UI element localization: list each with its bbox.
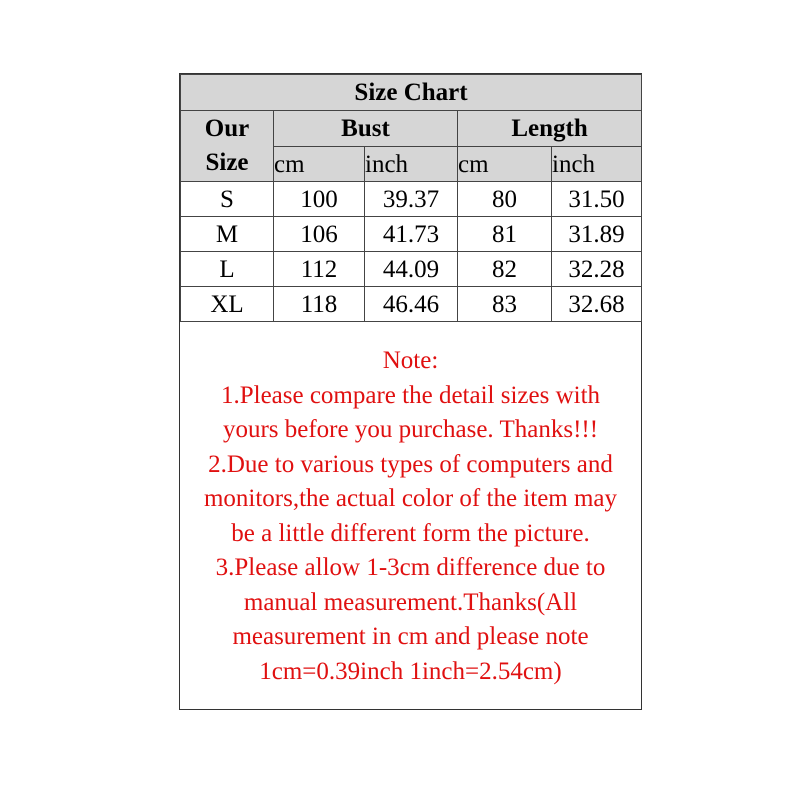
size-header-line-2: Size: [205, 149, 249, 176]
size-cell: L: [181, 252, 274, 287]
length-cm-cell: 80: [458, 182, 552, 217]
length-inch-cell: 32.28: [552, 252, 642, 287]
table-row: [181, 182, 642, 217]
bust-inch-cell: 44.09: [365, 252, 458, 287]
note-line: 2.Due to various types of computers and: [208, 450, 613, 478]
bust-inch-header: inch: [365, 147, 458, 182]
note-line: measurement in cm and please note: [232, 623, 589, 650]
bust-inch-cell: 41.73: [365, 217, 458, 252]
note-line: 1.Please compare the detail sizes with: [220, 381, 601, 409]
length-cm-cell: 83: [458, 287, 552, 322]
size-cell: XL: [181, 287, 274, 322]
length-inch-header: inch: [552, 147, 642, 182]
size-header-line-1: Our: [204, 115, 250, 143]
note-line: manual measurement.Thanks(All: [243, 588, 578, 616]
title-row: [181, 75, 642, 111]
bust-cm-cell: 106: [274, 217, 365, 252]
bust-cm-header: cm: [274, 147, 365, 182]
bust-cm-cell: 112: [274, 252, 365, 287]
length-group-header: Length: [458, 111, 642, 147]
note-line: 3.Please allow 1-3cm difference due to: [215, 554, 606, 581]
bust-cm-cell: 118: [274, 287, 365, 322]
note-block: [180, 344, 641, 689]
table-row: [181, 217, 642, 252]
length-cm-header: cm: [458, 147, 552, 182]
size-cell: M: [181, 217, 274, 252]
table-title: Size Chart: [181, 75, 642, 111]
length-inch-cell: 31.50: [552, 182, 642, 217]
note-heading: Note:: [382, 347, 439, 374]
size-cell: S: [181, 182, 274, 217]
table-row: [181, 287, 642, 322]
bust-cm-cell: 100: [274, 182, 365, 217]
bust-group-header: Bust: [274, 111, 458, 147]
length-inch-cell: 31.89: [552, 217, 642, 252]
note-line: yours before you purchase. Thanks!!!: [222, 416, 599, 443]
bust-inch-cell: 46.46: [365, 287, 458, 322]
note-line: monitors,the actual color of the item may: [203, 485, 618, 512]
group-header-row: [181, 111, 642, 147]
note-line: 1cm=0.39inch 1inch=2.54cm): [259, 657, 562, 685]
length-inch-cell: 32.68: [552, 287, 642, 322]
length-cm-cell: 82: [458, 252, 552, 287]
note-line: be a little different form the picture.: [231, 519, 590, 547]
table-row: [181, 252, 642, 287]
size-column-header: [181, 111, 274, 182]
size-chart-card: [179, 73, 642, 710]
length-cm-cell: 81: [458, 217, 552, 252]
size-chart-table: [180, 74, 642, 322]
bust-inch-cell: 39.37: [365, 182, 458, 217]
